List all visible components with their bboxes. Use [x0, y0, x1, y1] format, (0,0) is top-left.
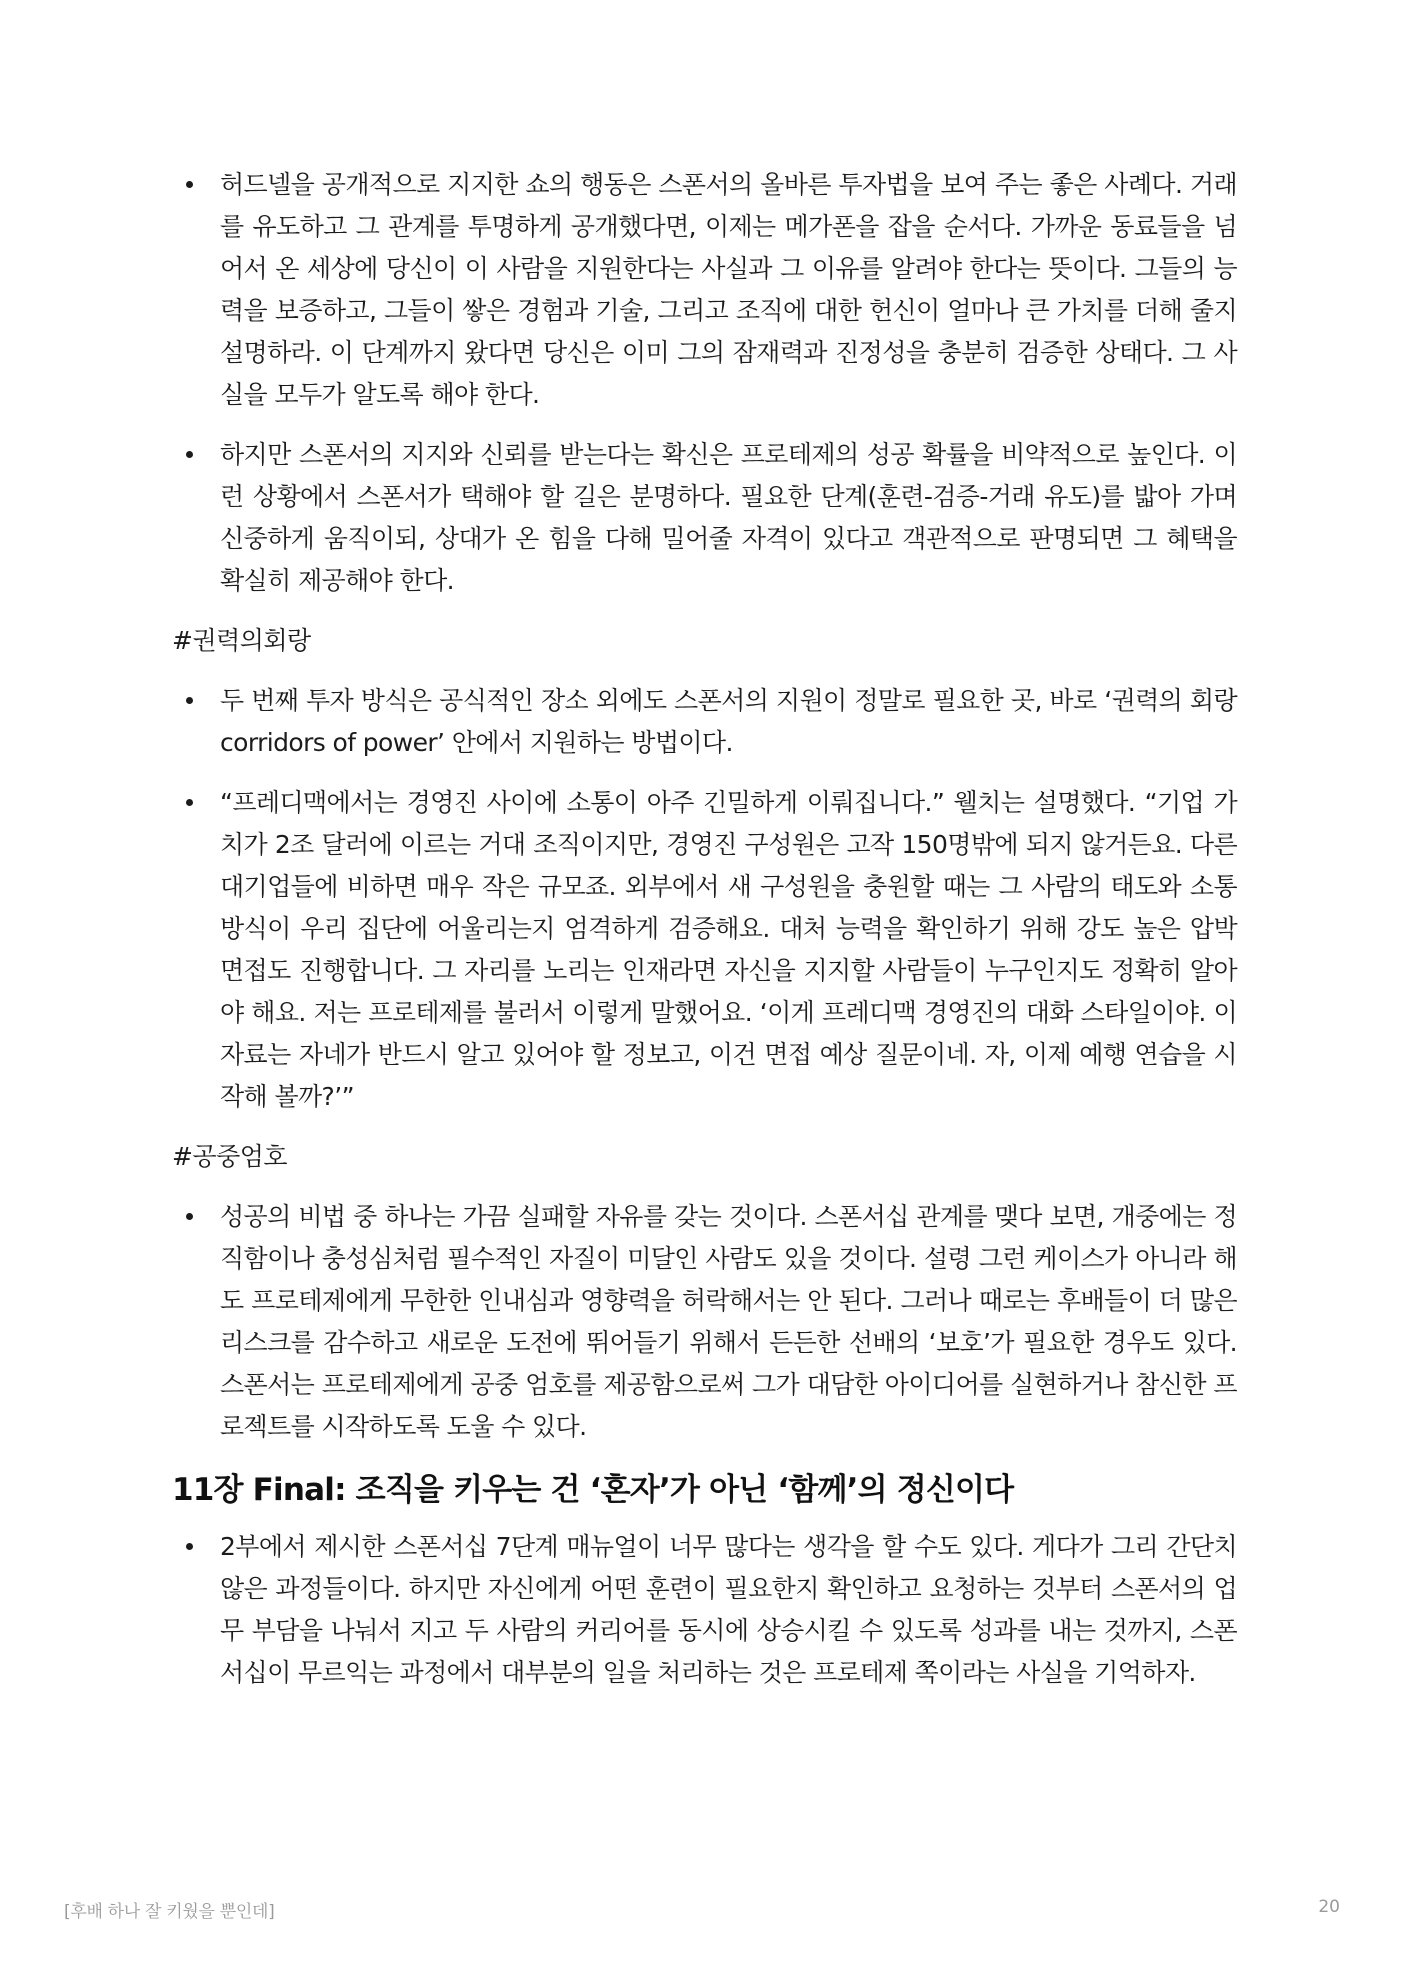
hashtag-heading: #권력의회랑	[172, 626, 311, 655]
bullet-list-3	[172, 1196, 1237, 1448]
bullet-list-1	[172, 164, 1237, 602]
bullet-item: 허드넬을 공개적으로 지지한 쇼의 행동은 스폰서의 올바른 투자법을 보여 주는 좋은 사례다. 거래를 유도하고 그 관계를 투명하게 공개했다면, 이제는 메가폰을 잡을 순서다. 가까운 동료들을 넘어서 온 세상에 당신이 이 사람을 지원한다는 사실과 그 이유를 알려야 한다는 뜻이다. 그들의 능력을 보증하고, 그들이 쌓은 경험과 기술, 그리고 조직에 대한 헌신이 얼마나 큰 가치를 더해 줄지 설명하라. 이 단계까지 왔다면 당신은 이미 그의 잠재력과 진정성을 충분히 검증한 상태다. 그 사실을 모두가 알도록 해야 한다.	[172, 164, 1237, 416]
page-content	[172, 164, 1237, 1712]
bullet-item: 성공의 비법 중 하나는 가끔 실패할 자유를 갖는 것이다. 스폰서십 관계를 맺다 보면, 개중에는 정직함이나 충성심처럼 필수적인 자질이 미달인 사람도 있을 것이다. 설령 그런 케이스가 아니라 해도 프로테제에게 무한한 인내심과 영향력을 허락해서는 안 된다. 그러나 때로는 후배들이 더 많은 리스크를 감수하고 새로운 도전에 뛰어들기 위해서 든든한 선배의 ‘보호’가 필요한 경우도 있다. 스폰서는 프로테제에게 공중 엄호를 제공함으로써 그가 대담한 아이디어를 실현하거나 참신한 프로젝트를 시작하도록 도울 수 있다.	[172, 1196, 1237, 1448]
bullet-item: 하지만 스폰서의 지지와 신뢰를 받는다는 확신은 프로테제의 성공 확률을 비약적으로 높인다. 이런 상황에서 스폰서가 택해야 할 길은 분명하다. 필요한 단계(훈련-검증-거래 유도)를 밟아 가며 신중하게 움직이되, 상대가 온 힘을 다해 밀어줄 자격이 있다고 객관적으로 판명되면 그 혜택을 확실히 제공해야 한다.	[172, 434, 1237, 602]
hashtag-heading: #공중엄호	[172, 1142, 288, 1171]
page-number: 20	[1318, 1897, 1340, 1917]
bullet-list-4	[172, 1526, 1237, 1694]
bullet-item: 2부에서 제시한 스폰서십 7단계 매뉴얼이 너무 많다는 생각을 할 수도 있다. 게다가 그리 간단치 않은 과정들이다. 하지만 자신에게 어떤 훈련이 필요한지 확인하고 요청하는 것부터 스폰서의 업무 부담을 나눠서 지고 두 사람의 커리어를 동시에 상승시킬 수 있도록 성과를 내는 것까지, 스폰서십이 무르익는 과정에서 대부분의 일을 처리하는 것은 프로테제 쪽이라는 사실을 기억하자.	[172, 1526, 1237, 1694]
bullet-list-2	[172, 680, 1237, 1118]
chapter-title: 11장 Final: 조직을 키우는 건 ‘혼자’가 아닌 ‘함께’의 정신이다	[172, 1472, 1014, 1508]
bullet-item: “프레디맥에서는 경영진 사이에 소통이 아주 긴밀하게 이뤄집니다.” 웰치는 설명했다. “기업 가치가 2조 달러에 이르는 거대 조직이지만, 경영진 구성원은 고작 150명밖에 되지 않거든요. 다른 대기업들에 비하면 매우 작은 규모죠. 외부에서 새 구성원을 충원할 때는 그 사람의 태도와 소통 방식이 우리 집단에 어울리는지 엄격하게 검증해요. 대처 능력을 확인하기 위해 강도 높은 압박 면접도 진행합니다. 그 자리를 노리는 인재라면 자신을 지지할 사람들이 누구인지도 정확히 알아야 해요. 저는 프로테제를 불러서 이렇게 말했어요. ‘이게 프레디맥 경영진의 대화 스타일이야. 이 자료는 자네가 반드시 알고 있어야 할 정보고, 이건 면접 예상 질문이네. 자, 이제 예행 연습을 시작해 볼까?’”	[172, 782, 1237, 1118]
bullet-item: 두 번째 투자 방식은 공식적인 장소 외에도 스폰서의 지원이 정말로 필요한 곳, 바로 ‘권력의 회랑corridors of power’ 안에서 지원하는 방법이다.	[172, 680, 1237, 764]
footer-book-title: [후배 하나 잘 키웠을 뿐인데]	[64, 1902, 275, 1922]
